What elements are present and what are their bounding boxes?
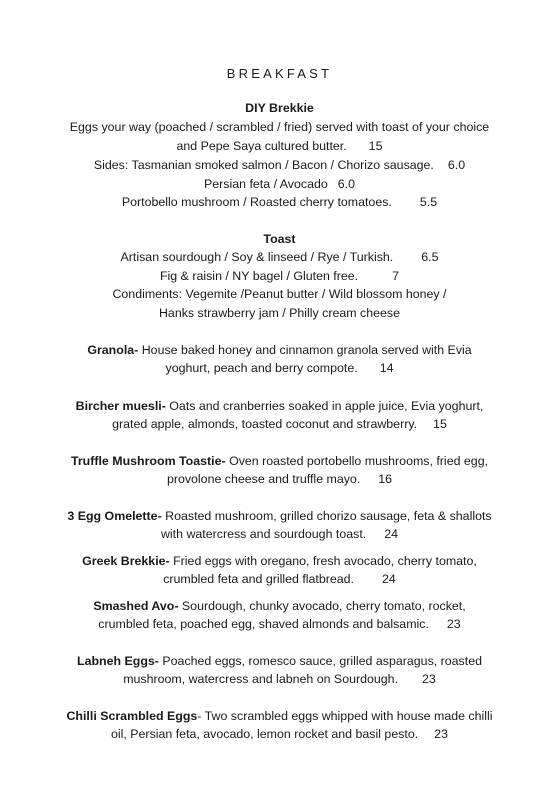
diy-brekkie-desc-line2: and Pepe Saya cultured butter. 15 xyxy=(176,139,383,153)
diy-sides2-price: 6.0 xyxy=(337,177,355,191)
toast-line1: Artisan sourdough / Soy & linseed / Rye / Turkish. 6.5 xyxy=(120,250,439,264)
item-smashed-avo-price: 23 xyxy=(446,617,461,631)
diy-sides-line2: Persian feta / Avocado 6.0 xyxy=(204,177,355,191)
item-chilli-line1: Chilli Scrambled Eggs- Two scrambled eggs whipped with house made chilli xyxy=(66,709,493,723)
diy-brekkie-title: DIY Brekkie xyxy=(245,101,314,115)
item-bircher-price: 15 xyxy=(433,417,447,431)
item-labneh-price: 23 xyxy=(422,672,436,686)
item-truffle-price: 16 xyxy=(378,472,393,486)
toast-line2: Fig & raisin / NY bagel / Gluten free. 7 xyxy=(159,269,400,283)
item-granola-line1: Granola- House baked honey and cinnamon granola served with Evia xyxy=(87,343,472,357)
item-greek-name: Greek Brekkie- xyxy=(82,554,170,568)
toast-line1-price: 6.5 xyxy=(421,250,439,264)
item-greek-line1: Greek Brekkie- Fried eggs with oregano, fresh avocado, cherry tomato, xyxy=(82,554,477,568)
diy-sides-line1: Sides: Tasmanian smoked salmon / Bacon / Chorizo sausage. 6.0 xyxy=(93,158,466,172)
item-bircher-line1: Bircher muesli- Oats and cranberries soaked in apple juice, Evia yoghurt, xyxy=(75,399,484,413)
item-omelette-line2: with watercress and sourdough toast. 24 xyxy=(160,527,399,541)
item-labneh-line1: Labneh Eggs- Poached eggs, romesco sauce, grilled asparagus, roasted xyxy=(77,654,482,668)
item-labneh-line2: mushroom, watercress and labneh on Sourdough. 23 xyxy=(123,672,436,686)
diy-sides1-price: 6.0 xyxy=(447,158,466,172)
item-smashed-avo-line2: crumbled feta, poached egg, shaved almonds and balsamic. 23 xyxy=(98,617,461,631)
item-smashed-avo-name: Smashed Avo- xyxy=(93,599,179,613)
item-chilli-name: Chilli Scrambled Eggs xyxy=(66,709,198,723)
item-omelette-line1: 3 Egg Omelette- Roasted mushroom, grilled chorizo sausage, feta & shallots xyxy=(67,509,492,523)
diy-brekkie-price: 15 xyxy=(368,139,383,153)
diy-sides-line3: Portobello mushroom / Roasted cherry tomatoes. 5.5 xyxy=(121,195,438,209)
item-truffle-line1: Truffle Mushroom Toastie- Oven roasted portobello mushrooms, fried egg, xyxy=(70,454,489,468)
item-chilli-line2: oil, Persian feta, avocado, lemon rocket and basil pesto. 23 xyxy=(111,727,448,741)
item-bircher-name: Bircher muesli- xyxy=(75,399,166,413)
item-granola-line2: yoghurt, peach and berry compote. 14 xyxy=(165,361,394,375)
item-granola-price: 14 xyxy=(379,361,394,375)
item-omelette-name: 3 Egg Omelette- xyxy=(67,509,162,523)
item-bircher-line2: grated apple, almonds, toasted coconut and strawberry. 15 xyxy=(112,417,447,431)
item-chilli-price: 23 xyxy=(434,727,448,741)
diy-sides3-price: 5.5 xyxy=(419,195,438,209)
menu-heading: BREAKFAST xyxy=(226,66,333,81)
toast-line2-price: 7 xyxy=(392,269,400,283)
item-truffle-line2: provolone cheese and truffle mayo. 16 xyxy=(166,472,393,486)
item-labneh-name: Labneh Eggs- xyxy=(77,654,159,668)
diy-brekkie-desc-line1: Eggs your way (poached / scrambled / fried) served with toast of your choice xyxy=(69,120,490,134)
item-omelette-price: 24 xyxy=(384,527,399,541)
toast-condiments-line2: Hanks strawberry jam / Philly cream cheese xyxy=(158,306,400,320)
item-greek-line2: crumbled feta and grilled flatbread. 24 xyxy=(163,572,396,586)
toast-title: Toast xyxy=(263,232,296,246)
item-truffle-name: Truffle Mushroom Toastie- xyxy=(70,454,226,468)
item-smashed-avo-line1: Smashed Avo- Sourdough, chunky avocado, cherry tomato, rocket, xyxy=(93,599,466,613)
item-greek-price: 24 xyxy=(382,572,396,586)
item-granola-name: Granola- xyxy=(87,343,139,357)
toast-condiments-line1: Condiments: Vegemite /Peanut butter / Wild blossom honey / xyxy=(112,287,447,301)
